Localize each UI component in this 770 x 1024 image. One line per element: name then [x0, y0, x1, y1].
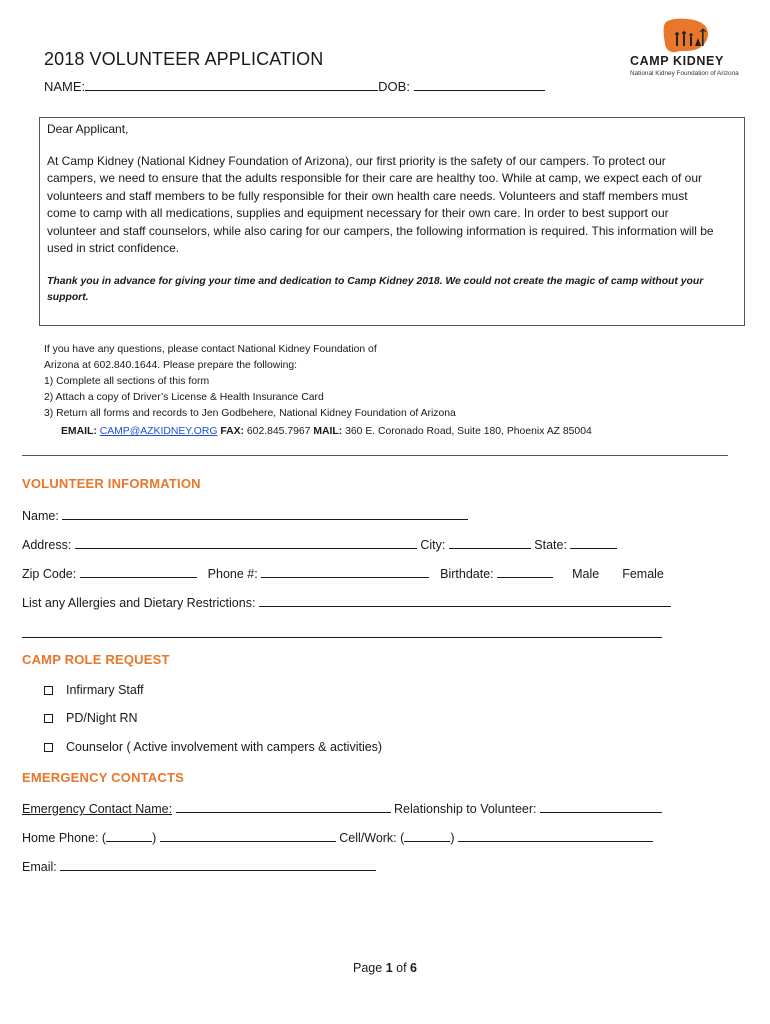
emergency-contact-name-field[interactable] [176, 800, 391, 813]
page-footer [0, 961, 770, 975]
emergency-email-row [22, 858, 376, 874]
volunteer-info-heading: VOLUNTEER INFORMATION [22, 476, 201, 491]
state-label: State: [534, 538, 567, 552]
role-option-label: PD/Night RN [66, 711, 138, 725]
contact-line-6 [61, 424, 592, 440]
state-field[interactable] [570, 536, 617, 549]
city-field[interactable] [449, 536, 531, 549]
address-row [22, 536, 617, 552]
relationship-label: Relationship to Volunteer: [394, 802, 537, 816]
volunteer-name-label: Name: [22, 509, 59, 523]
letter-box [39, 117, 745, 326]
female-option[interactable]: Female [622, 567, 664, 581]
checkbox-icon[interactable] [44, 714, 53, 723]
email-link[interactable]: CAMP@AZKIDNEY.ORG [99, 426, 218, 437]
contact-line-1: If you have any questions, please contact National Kidney Foundation of [44, 344, 377, 355]
role-option-counselor[interactable] [44, 740, 382, 754]
mail-address: 360 E. Coronado Road, Suite 180, Phoenix AZ 85004 [345, 426, 592, 437]
cell-work-label: Cell/Work: [339, 831, 397, 845]
role-option-infirmary[interactable] [44, 683, 144, 697]
role-option-label: Infirmary Staff [66, 683, 144, 697]
page-word: Page [353, 961, 383, 975]
allergies-label: List any Allergies and Dietary Restrictions: [22, 596, 256, 610]
page-title: 2018 VOLUNTEER APPLICATION [44, 49, 324, 69]
contact-line-5: 3) Return all forms and records to Jen Godbehere, National Kidney Foundation of Arizona [44, 408, 456, 419]
emergency-contacts-heading: EMERGENCY CONTACTS [22, 770, 185, 785]
emergency-contact-name-label: Emergency Contact Name: [22, 802, 173, 816]
allergies-continued-row [22, 625, 662, 641]
zip-field[interactable] [80, 565, 197, 578]
dob-label: DOB: [378, 79, 410, 94]
volunteer-name-field[interactable] [62, 507, 468, 520]
allergies-continued-field[interactable] [22, 625, 662, 638]
fax-number: 602.845.7967 [246, 426, 311, 437]
address-field[interactable] [75, 536, 417, 549]
contact-line-2: Arizona at 602.840.1644. Please prepare the following: [44, 360, 298, 371]
city-label: City: [420, 538, 446, 552]
cell-field[interactable] [458, 829, 653, 842]
letter-body: At Camp Kidney (National Kidney Foundation of Arizona), our first priority is the safety of our campers. To protect our campers, we need to ensure that the adults responsible for their care are healthy too. While at camp, we expect each of our volunteers and staff members to be fully responsible for their own health care needs. Volunteers and staff members must come to camp with all medications, supplies and equipment necessary for their own care. In order to best support our volunteer and staff counselors, while also caring for our campers, the following information is required. This information will be used in strict confidence. [47, 154, 714, 256]
home-phone-area-field[interactable] [106, 829, 152, 842]
emergency-phone-row: Home Phone: ( ) Cell/Work: ( ) [22, 829, 653, 845]
logo-subtitle: National Kidney Foundation of Arizona [630, 70, 739, 77]
cell-area-field[interactable] [404, 829, 450, 842]
contact-line-3: 1) Complete all sections of this form [44, 376, 210, 387]
checkbox-icon[interactable] [44, 743, 53, 752]
phone-field[interactable] [261, 565, 429, 578]
role-option-label: Counselor ( Active involvement with campers & activities) [66, 740, 383, 754]
name-dob-line [44, 78, 545, 94]
mail-label: MAIL: [313, 426, 343, 437]
volunteer-name-row [22, 507, 468, 523]
fax-label: FAX: [220, 426, 244, 437]
email-label: EMAIL: [61, 426, 97, 437]
contact-line-4: 2) Attach a copy of Driver’s License & Health Insurance Card [44, 392, 324, 403]
phone-label: Phone #: [207, 567, 258, 581]
zip-label: Zip Code: [22, 567, 77, 581]
emergency-contact-row [22, 800, 662, 816]
emergency-email-label: Email: [22, 860, 57, 874]
address-label: Address: [22, 538, 72, 552]
male-option[interactable]: Male [572, 567, 600, 581]
of-word: of [396, 961, 407, 975]
relationship-field[interactable] [540, 800, 662, 813]
birthdate-field[interactable] [497, 565, 553, 578]
page-total: 6 [410, 961, 417, 975]
name-label: NAME: [44, 79, 86, 94]
letter-greeting: Dear Applicant, [47, 122, 129, 136]
letter-thanks: Thank you in advance for giving your time and dedication to Camp Kidney 2018. We could not create the magic of camp without your support. [47, 276, 704, 303]
allergies-row [22, 594, 671, 610]
checkbox-icon[interactable] [44, 686, 53, 695]
home-phone-field[interactable] [160, 829, 336, 842]
birthdate-label: Birthdate: [440, 567, 494, 581]
camp-role-heading: CAMP ROLE REQUEST [22, 652, 170, 667]
zip-row [22, 565, 664, 581]
section-divider [22, 455, 728, 456]
logo-name: CAMP KIDNEY [630, 54, 724, 68]
emergency-email-field[interactable] [60, 858, 376, 871]
allergies-field[interactable] [259, 594, 671, 607]
name-field[interactable] [85, 78, 378, 91]
role-option-night-rn[interactable] [44, 711, 138, 725]
page-number: 1 [385, 961, 393, 975]
home-phone-label: Home Phone: [22, 831, 99, 845]
dob-field[interactable] [414, 78, 545, 91]
